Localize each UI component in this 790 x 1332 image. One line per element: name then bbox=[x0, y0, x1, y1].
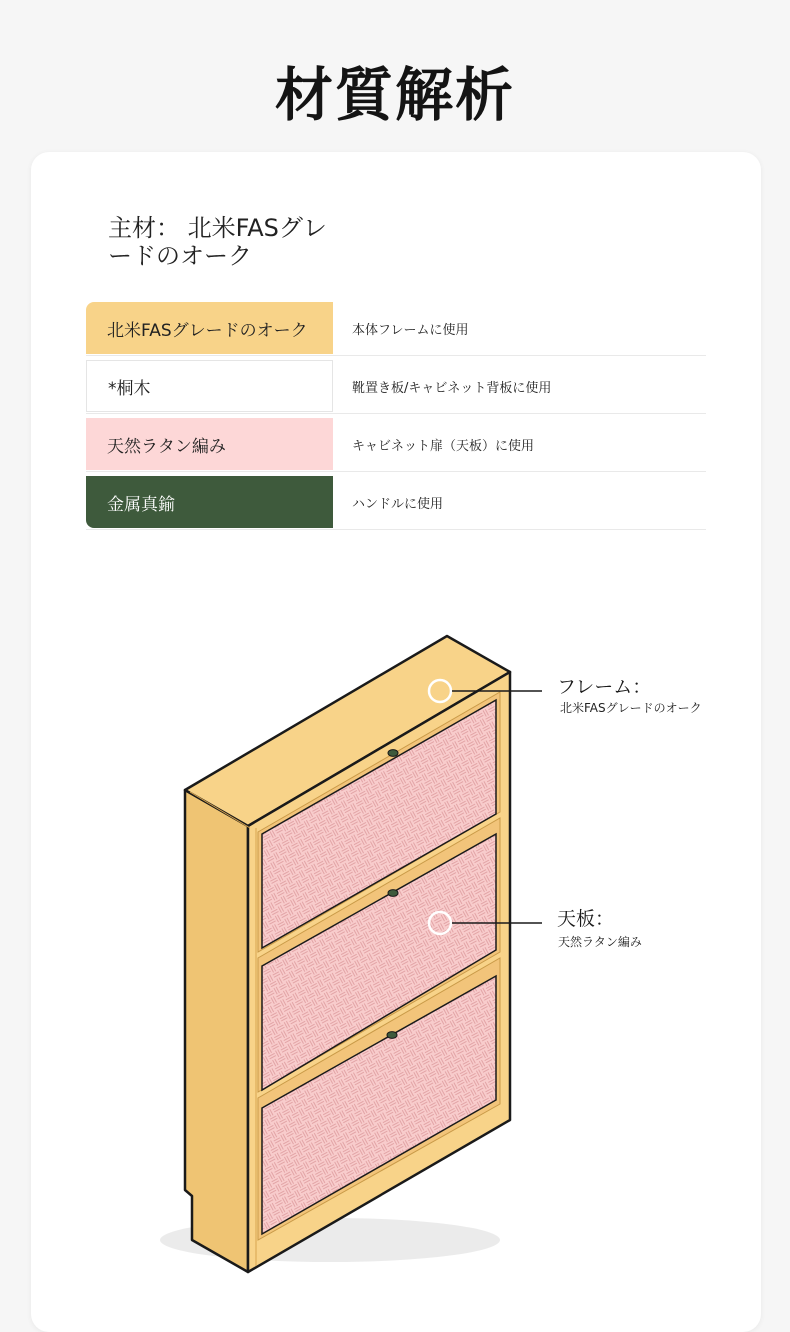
frame-callout-title: フレーム： bbox=[557, 676, 652, 698]
material-name: 金属真鍮 bbox=[86, 476, 333, 528]
material-use: 靴置き板/キャビネット背板に使用 bbox=[352, 380, 552, 396]
main-material-heading: 主材： 北米FASグレードのオーク bbox=[108, 214, 327, 270]
brass-handle-1 bbox=[388, 750, 398, 757]
cabinet-illustration bbox=[150, 625, 570, 1285]
material-use: ハンドルに使用 bbox=[352, 496, 444, 512]
material-name: *桐木 bbox=[86, 360, 333, 412]
panel-callout-title: 天板： bbox=[557, 908, 615, 930]
material-table bbox=[86, 302, 706, 534]
material-row bbox=[86, 476, 706, 530]
cabinet-side bbox=[185, 790, 248, 1272]
material-name: 天然ラタン編み bbox=[86, 418, 333, 470]
material-row bbox=[86, 302, 706, 356]
material-row bbox=[86, 418, 706, 472]
brass-handle-2 bbox=[388, 890, 398, 897]
material-name: 北米FASグレードのオーク bbox=[86, 302, 333, 354]
panel-callout-subtitle: 天然ラタン編み bbox=[558, 935, 642, 949]
brass-handle-3 bbox=[387, 1032, 397, 1039]
material-use: キャビネット扉（天板）に使用 bbox=[352, 438, 535, 454]
material-row bbox=[86, 360, 706, 414]
frame-callout-subtitle: 北米FASグレードのオーク bbox=[560, 701, 702, 715]
material-use: 本体フレームに使用 bbox=[352, 322, 469, 338]
page-title: 材質解析 bbox=[274, 61, 515, 129]
